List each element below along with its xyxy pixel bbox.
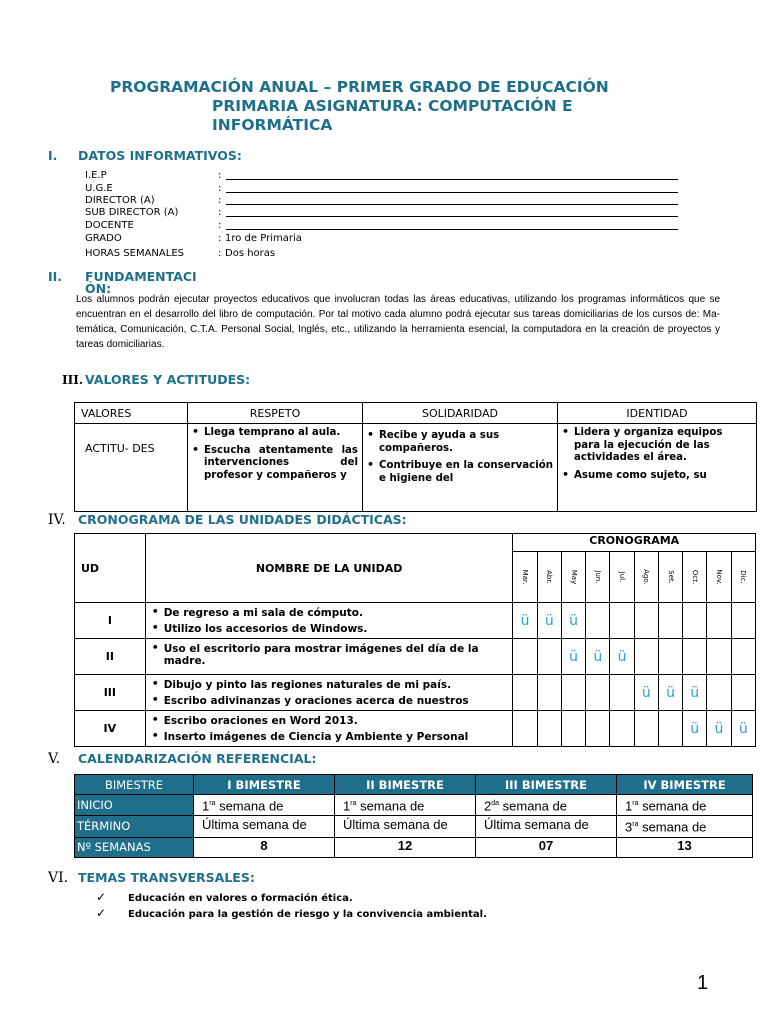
valores-row-label: ACTITU- DES [75,424,188,512]
calendario-header: IV BIMESTRE [617,775,753,795]
month-cell [658,711,682,747]
cell-text: semana de [638,798,707,814]
cell-text: Última semana de [484,817,589,833]
section-3-label: VALORES Y ACTITUDES: [85,372,251,387]
solidaridad-item: • Contribuye en la conservación e higiene del [367,460,553,485]
calendario-cell [617,795,753,816]
month-cell [658,639,682,675]
unit-name-cell [145,675,513,711]
cronograma-header-ud: UD [75,534,146,603]
cronograma-table [74,533,756,747]
unit-items [152,643,509,670]
month-cell [683,711,707,747]
month-cell [658,675,682,711]
calendario-cell [476,795,617,816]
month-cell [731,603,755,639]
check-mark-icon: ü [690,684,700,701]
month-cell [731,675,755,711]
month-header [683,552,707,603]
calendario-header: I BIMESTRE [194,775,335,795]
calendario-cell [194,795,335,816]
unit-items [152,679,509,706]
month-cell [707,711,731,747]
info-colon: : [218,207,222,218]
fundamentacion-text: Los alumnos podrán ejecutar proyectos educativos que involucran todas las áreas educativas, utilizando los programas informáticos que se encuentran en el desarrollo del libro de computación. Por tal motivo cada alumno podrá ejecutar sus tareas domiciliarias de los cursos de: Ma- temática, Comunicación, C.T.A. Personal Social, Inglés, etc., utilizando la herramienta esencial, la computadora en la creación de proyectos y tareas domiciliarias. [76,294,720,350]
month-header [610,552,634,603]
unit-item: • Uso el escritorio para mostrar imágenes del día de la madre. [152,643,509,667]
info-colon: : [218,220,222,231]
valores-header-solidaridad: SOLIDARIDAD [363,403,558,424]
calendario-row-label: TÉRMINO [75,816,194,837]
section-5-number: V. [48,751,61,767]
info-label: HORAS SEMANALES [85,248,184,259]
section-2-label: FUNDAMENTACI [85,269,197,284]
info-colon: : [218,248,222,259]
calendario-row-semanas [75,837,753,857]
check-mark-icon: ü [690,720,700,737]
valores-table [74,402,757,512]
section-1-number: I. [48,148,58,163]
month-cell [513,603,537,639]
month-cell [513,639,537,675]
valores-header-valores: VALORES [75,403,188,424]
month-cell [561,639,585,675]
info-blank-line [226,192,678,193]
calendario-row-label: INICIO [75,795,194,816]
section-1-heading [48,148,242,163]
month-label: May [569,569,578,585]
calendario-weeks-cell: 07 [476,837,617,857]
month-header [658,552,682,603]
info-colon: : [218,170,222,181]
checkmark-icon: ✓ [96,906,107,920]
month-label: Nov. [714,569,723,585]
section-4-heading [48,512,407,528]
calendario-cell [335,816,476,837]
section-6-number: VI. [48,870,69,886]
ordinal-number: 2 [484,798,492,814]
month-cell [537,639,561,675]
unit-item: • Escribo adivinanzas y oraciones acerca de nuestros [152,695,509,706]
cell-text: Última semana de [343,817,448,833]
unit-name-cell [145,711,513,747]
month-cell [561,675,585,711]
page-title [110,78,670,135]
respeto-item: • Escucha atentamente las intervenciones del profesor y compañeros y [192,445,358,483]
cell-text: semana de [499,798,567,814]
unit-number: I [75,603,146,639]
month-cell [731,639,755,675]
unit-name-cell [145,639,513,675]
section-4-label: CRONOGRAMA DE LAS UNIDADES DIDÁCTICAS: [78,512,407,527]
month-cell [561,603,585,639]
month-cell [586,675,610,711]
calendario-header: III BIMESTRE [476,775,617,795]
checkmark-icon: ✓ [96,890,107,904]
month-label: Oct. [690,569,699,585]
check-mark-icon: ü [738,720,748,737]
info-label: GRADO [85,233,122,244]
unit-row [75,711,756,747]
month-cell [513,711,537,747]
cronograma-header-nombre: NOMBRE DE LA UNIDAD [145,534,513,603]
section-6-label: TEMAS TRANSVERSALES: [78,870,255,885]
month-header [561,552,585,603]
cell-text: semana de [215,798,284,814]
unit-items [152,715,509,742]
check-mark-icon: ü [641,684,651,701]
calendario-weeks-cell: 12 [335,837,476,857]
month-cell [634,711,658,747]
info-value: 1ro de Primaria [225,233,302,244]
month-cell [586,603,610,639]
month-label: Set. [666,570,675,584]
month-cell [537,603,561,639]
section-1-label: DATOS INFORMATIVOS: [78,148,242,163]
check-mark-icon: ü [617,648,627,665]
unit-item: • Escribo oraciones en Word 2013. [152,715,509,727]
unit-items [152,607,509,634]
cell-text: semana de [638,819,707,835]
transversal-item: Educación en valores o formación ética. [128,893,353,904]
check-mark-icon: ü [569,648,578,665]
month-cell [707,603,731,639]
month-label: Jul. [618,571,627,583]
month-cell [634,603,658,639]
calendario-weeks-cell: 13 [617,837,753,857]
month-cell [658,603,682,639]
title-line-1: PROGRAMACIÓN ANUAL – PRIMER GRADO DE EDUCACIÓN [110,78,609,96]
month-cell [634,639,658,675]
ordinal-number: 1 [625,798,633,814]
info-blank-line [226,216,678,217]
unit-name-cell [145,603,513,639]
check-mark-icon: ü [593,648,603,665]
solidaridad-item: • Recibe y ayuda a sus compañeros. [367,430,553,455]
section-5-heading [48,751,316,767]
ordinal-suffix: ra [632,800,639,807]
month-cell [683,675,707,711]
calendario-row-inicio [75,795,753,816]
month-cell [513,675,537,711]
section-3-number: III. [62,373,84,387]
identidad-item: • Lidera y organiza equipos para la ejecución de las actividades el área. [562,427,752,465]
unit-row [75,675,756,711]
unit-row [75,603,756,639]
month-header [731,552,755,603]
ordinal-suffix: ra [350,800,357,807]
unit-item: • Inserto imágenes de Ciencia y Ambiente y Personal [152,731,509,742]
ordinal-suffix: da [491,800,500,807]
calendario-cell [476,816,617,837]
unit-number: III [75,675,146,711]
check-mark-icon: ü [569,612,578,629]
month-cell [586,639,610,675]
unit-number: II [75,639,146,675]
solidaridad-cell [363,424,558,512]
unit-item: • Utilizo los accesorios de Windows. [152,623,509,634]
section-2-heading [48,269,197,284]
month-cell [561,711,585,747]
month-label: Ago. [642,569,651,585]
unit-item: • De regreso a mi sala de cómputo. [152,607,509,619]
month-cell [731,711,755,747]
cell-text: semana de [356,798,425,814]
calendario-weeks-cell: 8 [194,837,335,857]
section-5-label: CALENDARIZACIÓN REFERENCIAL: [78,751,317,766]
month-cell [683,603,707,639]
month-cell [537,711,561,747]
month-cell [610,675,634,711]
info-label: DIRECTOR (A) [85,195,155,206]
title-line-2: PRIMARIA ASIGNATURA: COMPUTACIÓN E [212,97,573,115]
month-header [586,552,610,603]
identidad-cell [558,424,757,512]
calendario-cell [335,795,476,816]
section-6-heading [48,870,255,886]
check-mark-icon: ü [714,720,724,737]
info-colon: : [218,233,222,244]
info-blank-line [226,179,678,180]
respeto-item: • Llega temprano al aula. [192,427,358,440]
check-mark-icon: ü [544,612,554,629]
section-2-number: II. [48,269,63,284]
ordinal-suffix: ra [209,800,216,807]
month-label: Mar. [521,569,530,585]
calendario-cell [617,816,753,837]
month-cell [586,711,610,747]
respeto-cell [188,424,363,512]
info-value: Dos horas [225,248,276,259]
unit-row [75,639,756,675]
cronograma-header-cronograma: CRONOGRAMA [513,534,756,552]
unit-item: • Dibujo y pinto las regiones naturales de mi país. [152,679,509,691]
calendario-cell [194,816,335,837]
calendario-table [74,774,753,858]
check-mark-icon: ü [520,612,530,629]
calendario-row-termino [75,816,753,837]
identidad-item: • Asume como sujeto, su [562,470,752,483]
section-4-number: IV. [48,512,66,528]
month-header [634,552,658,603]
info-blank-line [226,204,678,205]
month-cell [707,639,731,675]
month-header [513,552,537,603]
section-3-heading [62,372,250,387]
info-blank-line [226,229,678,230]
title-line-3: INFORMÁTICA [212,116,333,134]
check-mark-icon: ü [666,684,675,701]
month-label: Dic. [739,570,748,584]
unit-number: IV [75,711,146,747]
ordinal-number: 1 [202,798,210,814]
valores-header-identidad: IDENTIDAD [558,403,757,424]
ordinal-number: 1 [343,798,351,814]
month-cell [610,711,634,747]
calendario-row-label: Nº SEMANAS [75,837,194,857]
month-label: Abr. [545,570,554,584]
month-cell [610,603,634,639]
section-2-label-continued: ÓN: [85,281,112,296]
info-label: I.E.P [85,170,107,181]
info-colon: : [218,183,222,194]
transversal-item: Educación para la gestión de riesgo y la convivencia ambiental. [128,909,487,920]
month-cell [537,675,561,711]
month-header [707,552,731,603]
info-colon: : [218,195,222,206]
page-number: 1 [697,972,709,994]
month-cell [634,675,658,711]
calendario-header: BIMESTRE [75,775,194,795]
calendario-header: II BIMESTRE [335,775,476,795]
month-cell [610,639,634,675]
month-label: Jun. [593,570,602,584]
info-label: DOCENTE [85,220,134,231]
month-cell [683,639,707,675]
valores-header-respeto: RESPETO [188,403,363,424]
ordinal-number: 3 [625,819,633,835]
month-header [537,552,561,603]
info-label: U.G.E [85,183,113,194]
info-label: SUB DIRECTOR (A) [85,207,179,218]
cell-text: Última semana de [202,817,307,833]
month-cell [707,675,731,711]
ordinal-suffix: ra [632,821,639,829]
